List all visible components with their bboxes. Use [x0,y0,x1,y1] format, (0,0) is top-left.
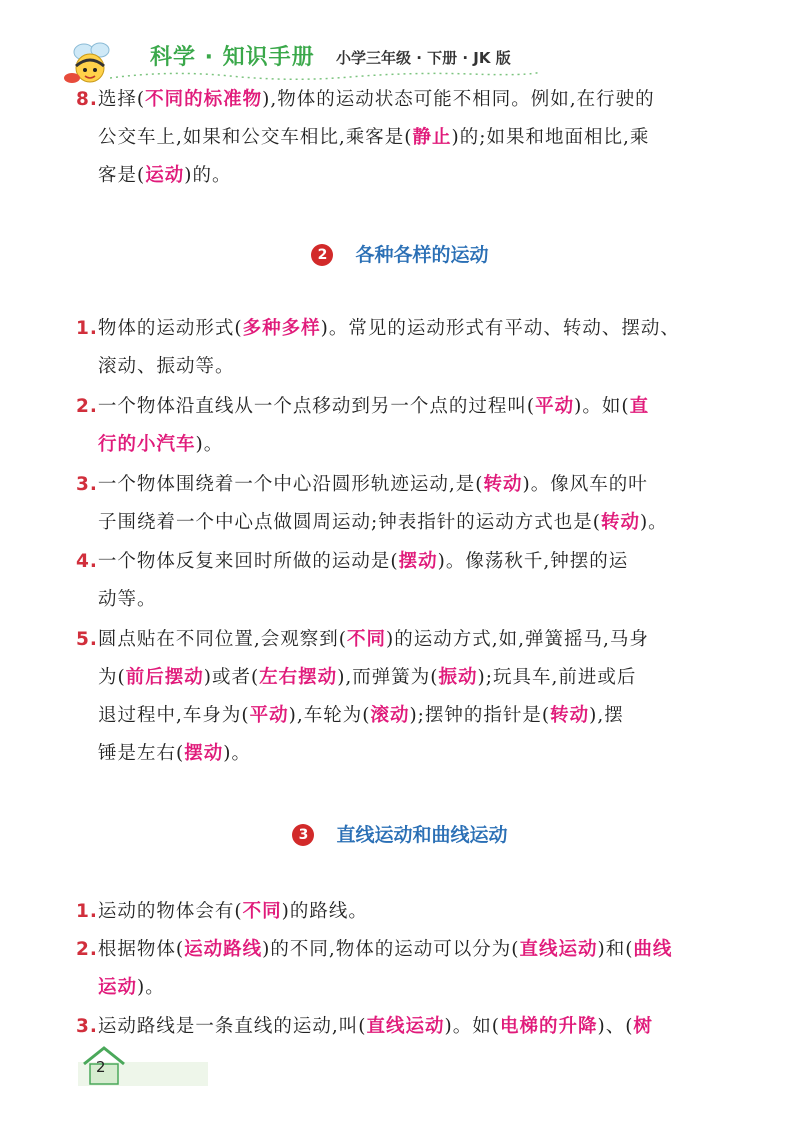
list-item [76,543,726,619]
item-number: 1. [76,318,98,339]
text: )的不同,物体的运动可以分为( [262,939,520,960]
section-title: 直线运动和曲线运动 [336,824,508,846]
section-number-badge: 2 [311,244,333,266]
text: )。如( [574,396,630,417]
text: )。如( [444,1016,500,1037]
text: 子围绕着一个中心点做圆周运动;钟表指针的运动方式也是( [98,512,601,533]
answer: 直 [629,396,650,417]
text: ),车轮为( [288,705,371,726]
text: 滚动、振动等。 [98,356,235,377]
answer: 直线运动 [519,939,598,960]
answer: 前后摆动 [125,667,204,688]
text: )。像荡秋千,钟摆的运 [437,551,629,572]
answer: 树 [633,1016,653,1037]
answer: 不同 [347,629,387,650]
text: )、( [597,1016,634,1037]
answer: 不同的标准物 [145,89,263,110]
text: 物体的运动形式( [97,318,243,339]
header-title: 科学 · 知识手册 [150,45,315,70]
text: )。 [195,434,224,455]
answer: 运动 [145,165,185,186]
list-item [76,310,726,386]
text: ),摆 [589,705,624,726]
item-number: 8. [76,89,98,110]
text: 一个物体沿直线从一个点移动到另一个点的过程叫( [97,396,536,417]
text: );摆钟的指针是( [409,705,551,726]
answer: 平动 [249,705,289,726]
item-number: 2. [76,939,98,960]
section-number-badge: 3 [292,824,314,846]
answer: 静止 [412,127,452,148]
answer: 直线运动 [366,1016,445,1037]
answer: 转动 [600,512,640,533]
answer: 电梯的升降 [499,1016,598,1037]
text: 客是( [98,165,146,186]
item-number: 2. [76,396,98,417]
text: );玩具车,前进或后 [477,667,637,688]
text: )。 [639,512,668,533]
text: 动等。 [98,589,157,610]
answer: 摆动 [184,743,224,764]
header-subtitle: 小学三年级 · 下册 · JK 版 [336,49,511,67]
text: 圆点贴在不同位置,会观察到( [97,629,348,650]
text: 公交车上,如果和公交车相比,乘客是( [98,127,413,148]
text: )或者( [203,667,260,688]
text: )。常见的运动形式有平动、转动、摆动、 [320,318,680,339]
text: 运动的物体会有( [97,901,243,922]
text: )。 [223,743,251,764]
text: 运动路线是一条直线的运动,叫( [97,1016,367,1037]
text: 为( [98,667,126,688]
text: )的路线。 [281,901,368,922]
text: 退过程中,车身为( [98,705,250,726]
text: )的。 [184,165,232,186]
answer: 运动路线 [184,939,263,960]
text: 一个物体围绕着一个中心沿圆形轨迹运动,是( [97,474,484,495]
text: 一个物体反复来回时所做的运动是( [97,551,399,572]
answer: 曲线 [633,939,673,960]
item-number: 1. [76,901,98,922]
text: ),而弹簧为( [337,667,439,688]
text: )的;如果和地面相比,乘 [451,127,650,148]
list-item [76,81,726,195]
section-heading [0,240,800,267]
list-item [76,466,726,542]
text: )和( [597,939,634,960]
text: )。像风车的叶 [522,474,648,495]
answer: 左右摆动 [259,667,338,688]
list-item [76,893,726,931]
text: )。 [137,977,165,998]
text: 选择( [97,89,146,110]
answer: 不同 [242,901,282,922]
item-number: 3. [76,1016,98,1037]
answer: 转动 [483,474,523,495]
list-item [76,931,726,1007]
list-item [76,621,726,773]
text: 锤是左右( [98,743,185,764]
item-number: 3. [76,474,98,495]
answer: 振动 [438,667,478,688]
answer: 滚动 [370,705,410,726]
answer: 平动 [535,396,575,417]
text: )的运动方式,如,弹簧摇马,马身 [386,629,649,650]
section-title: 各种各样的运动 [355,244,489,266]
item-number: 4. [76,551,98,572]
page-number: 2 [96,1058,106,1076]
section-heading [0,820,800,847]
list-item [76,388,726,464]
text: 根据物体( [97,939,185,960]
item-number: 5. [76,629,98,650]
answer: 摆动 [398,551,438,572]
text: ),物体的运动状态可能不相同。例如,在行驶的 [262,89,655,110]
answer: 运动 [98,977,138,998]
answer: 转动 [550,705,590,726]
answer: 行的小汽车 [98,434,196,455]
answer: 多种多样 [242,318,321,339]
